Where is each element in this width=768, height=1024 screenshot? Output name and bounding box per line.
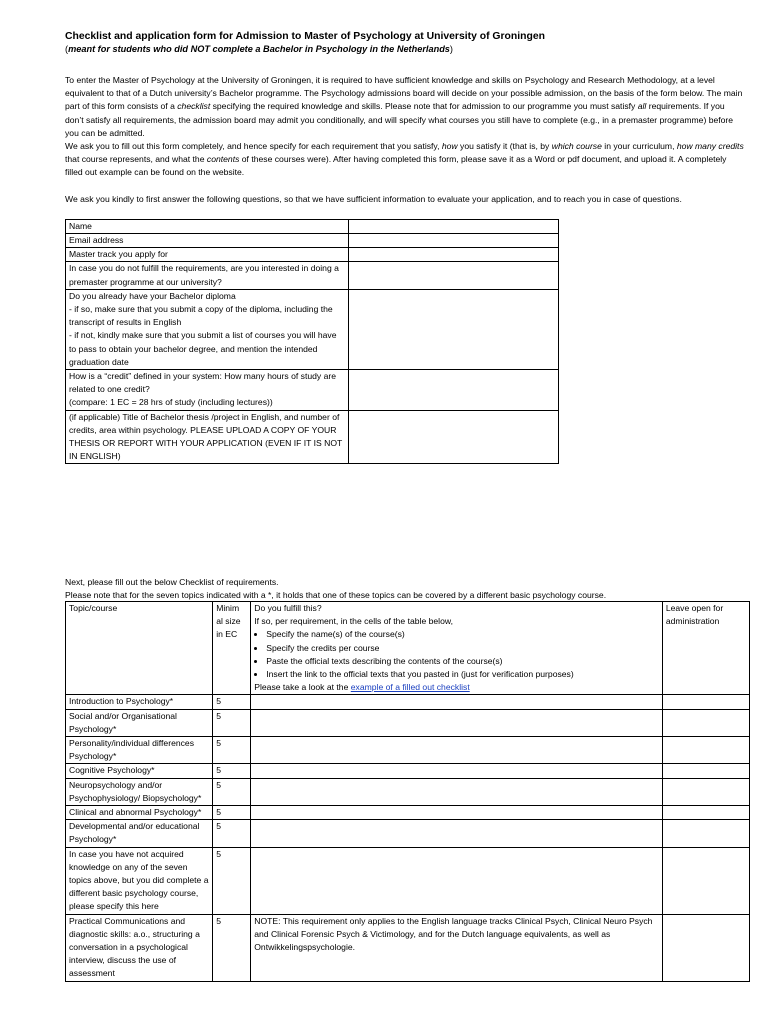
checklist-topic: Cognitive Psychology* xyxy=(66,764,213,778)
page-title: Checklist and application form for Admission to Master of Psychology at University of Groningen xyxy=(65,31,545,42)
checklist-row xyxy=(66,820,750,847)
checklist-intro xyxy=(65,576,755,602)
checklist-fulfill-cell[interactable] xyxy=(251,737,663,764)
checklist-min-ec: 5 xyxy=(213,847,251,914)
checklist-admin-cell xyxy=(662,778,749,805)
checklist-admin-cell xyxy=(662,709,749,736)
requirements-checklist-table xyxy=(65,601,750,982)
checklist-topic: Social and/or Organisational Psychology* xyxy=(66,709,213,736)
header-min-size: Minim al size in EC xyxy=(213,602,251,695)
checklist-fulfill-cell[interactable] xyxy=(251,778,663,805)
checklist-header-row xyxy=(66,602,750,695)
checklist-row xyxy=(66,737,750,764)
header-topic: Topic/course xyxy=(66,602,213,695)
intro-paragraph-2: We ask you to fill out this form completely, and hence specify for each requirement that you satisfy, how you satisfy it (that is, by which course in your curriculum, how many credits that course represents, and what the contents of these courses were). After having completed this form, please save it as a Word or pdf document, and upload it. A completely filled out example can be found on the website. xyxy=(65,141,744,178)
checklist-row xyxy=(66,695,750,709)
checklist-topic: Clinical and abnormal Psychology* xyxy=(66,806,213,820)
question-row xyxy=(66,234,559,248)
checklist-fulfill-cell[interactable] xyxy=(251,695,663,709)
checklist-min-ec: 5 xyxy=(213,709,251,736)
answer-cell[interactable] xyxy=(349,262,559,289)
checklist-row xyxy=(66,709,750,736)
answer-cell[interactable] xyxy=(349,219,559,233)
checklist-admin-cell xyxy=(662,695,749,709)
checklist-fulfill-cell[interactable] xyxy=(251,806,663,820)
checklist-topic: In case you have not acquired knowledge on any of the seven topics above, but you did complete a different basic psychology course, please specify this here xyxy=(66,847,213,914)
checklist-row xyxy=(66,914,750,981)
checklist-fulfill-cell[interactable] xyxy=(251,847,663,914)
checklist-min-ec: 5 xyxy=(213,737,251,764)
checklist-admin-cell xyxy=(662,847,749,914)
checklist-min-ec: 5 xyxy=(213,778,251,805)
checklist-admin-cell xyxy=(662,737,749,764)
answer-cell[interactable] xyxy=(349,289,559,369)
checklist-row xyxy=(66,764,750,778)
example-checklist-link[interactable]: example of a filled out checklist xyxy=(350,682,470,693)
question-row xyxy=(66,248,559,262)
checklist-topic: Developmental and/or educational Psychology* xyxy=(66,820,213,847)
checklist-intro-line-2: Please note that for the seven topics indicated with a *, it holds that one of these topics can be covered by a different basic psychology course. xyxy=(65,590,607,601)
checklist-topic: Neuropsychology and/or Psychophysiology/ Biopsychology* xyxy=(66,778,213,805)
answer-cell[interactable] xyxy=(349,410,559,464)
intro-paragraph-1: To enter the Master of Psychology at the University of Groningen, it is required to have sufficient knowledge and skills on Psychology and Research Methodology, at a level equivalent to that of a Dutch university’s Bachelor programme. The Psychology admissions board will decide on your possible admission, on the basis of the form below. The main part of this form consists of a checklist specifying the required knowledge and skills. Please note that for admission to our programme you must satisfy all requirements. If you don’t satisfy all requirements, the admission board may admit you conditionally, and will specify what courses you still have to complete (e.g., in a premaster programme) before you can be admitted. xyxy=(65,75,743,138)
checklist-fulfill-cell[interactable] xyxy=(251,764,663,778)
header-fulfill: Do you fulfill this? If so, per requirement, in the cells of the table below, • Specify the name(s) of the course(s) • Specify the credits per course • Paste the official texts describing the contents of the course(s) • Insert the link to the official texts that you pasted in (just for verification purposes) Please take a look at the example of a filled out checklist xyxy=(251,602,663,695)
checklist-topic: Introduction to Psychology* xyxy=(66,695,213,709)
checklist-admin-cell xyxy=(662,764,749,778)
checklist-min-ec: 5 xyxy=(213,764,251,778)
checklist-row xyxy=(66,806,750,820)
question-label: Do you already have your Bachelor diploma - if so, make sure that you submit a copy of the diploma, including the transcript of results in English - if not, kindly make sure that you submit a list of courses you will have to pass to obtain your bachelor degree, and mention the intended graduation date xyxy=(66,289,349,369)
question-label: Master track you apply for xyxy=(66,248,349,262)
question-label: Email address xyxy=(66,234,349,248)
question-row xyxy=(66,289,559,369)
checklist-intro-line-1: Next, please fill out the below Checklist of requirements. xyxy=(65,577,279,587)
intro-paragraph-3: We ask you kindly to first answer the following questions, so that we have sufficient information to evaluate your application, and to reach you in case of questions. xyxy=(65,193,682,204)
page-subtitle: (meant for students who did NOT complete a Bachelor in Psychology in the Netherlands) xyxy=(65,44,453,54)
checklist-fulfill-cell[interactable]: NOTE: This requirement only applies to the English language tracks Clinical Psych, Clinical Neuro Psych and Clinical Forensic Psych & Victimology, and for the Dutch language equivalents, as well as Ontwikkelingspsychologie. xyxy=(251,914,663,981)
checklist-fulfill-cell[interactable] xyxy=(251,709,663,736)
question-row xyxy=(66,370,559,411)
answer-cell[interactable] xyxy=(349,234,559,248)
header-admin: Leave open for administration xyxy=(662,602,749,695)
checklist-min-ec: 5 xyxy=(213,806,251,820)
instruction-list: • Specify the name(s) of the course(s) • Specify the credits per course • Paste the official texts describing the contents of the course(s) • Insert the link to the official texts that you pasted in (just for verification purposes) xyxy=(254,628,659,681)
answer-cell[interactable] xyxy=(349,248,559,262)
checklist-min-ec: 5 xyxy=(213,695,251,709)
checklist-min-ec: 5 xyxy=(213,914,251,981)
checklist-row xyxy=(66,847,750,914)
checklist-row xyxy=(66,778,750,805)
applicant-info-table xyxy=(65,219,559,465)
document-page xyxy=(65,30,745,464)
checklist-fulfill-cell[interactable] xyxy=(251,820,663,847)
question-row xyxy=(66,410,559,464)
answer-cell[interactable] xyxy=(349,370,559,411)
question-row xyxy=(66,262,559,289)
question-row xyxy=(66,219,559,233)
checklist-admin-cell xyxy=(662,914,749,981)
checklist-min-ec: 5 xyxy=(213,820,251,847)
question-label: In case you do not fulfill the requirements, are you interested in doing a premaster programme at our university? xyxy=(66,262,349,289)
checklist-admin-cell xyxy=(662,806,749,820)
checklist-admin-cell xyxy=(662,820,749,847)
checklist-topic: Practical Communications and diagnostic skills: a.o., structuring a conversation in a psychological interview, discuss the use of assessment xyxy=(66,914,213,981)
question-label: Name xyxy=(66,219,349,233)
question-label: (if applicable) Title of Bachelor thesis /project in English, and number of credits, area within psychology. PLEASE UPLOAD A COPY OF YOUR THESIS OR REPORT WITH YOUR APPLICATION (EVEN IF IT IS NOT IN ENGLISH) xyxy=(66,410,349,464)
question-label: How is a “credit” defined in your system: How many hours of study are related to one credit? (compare: 1 EC = 28 hrs of study (including lectures)) xyxy=(66,370,349,411)
checklist-topic: Personality/individual differences Psychology* xyxy=(66,737,213,764)
